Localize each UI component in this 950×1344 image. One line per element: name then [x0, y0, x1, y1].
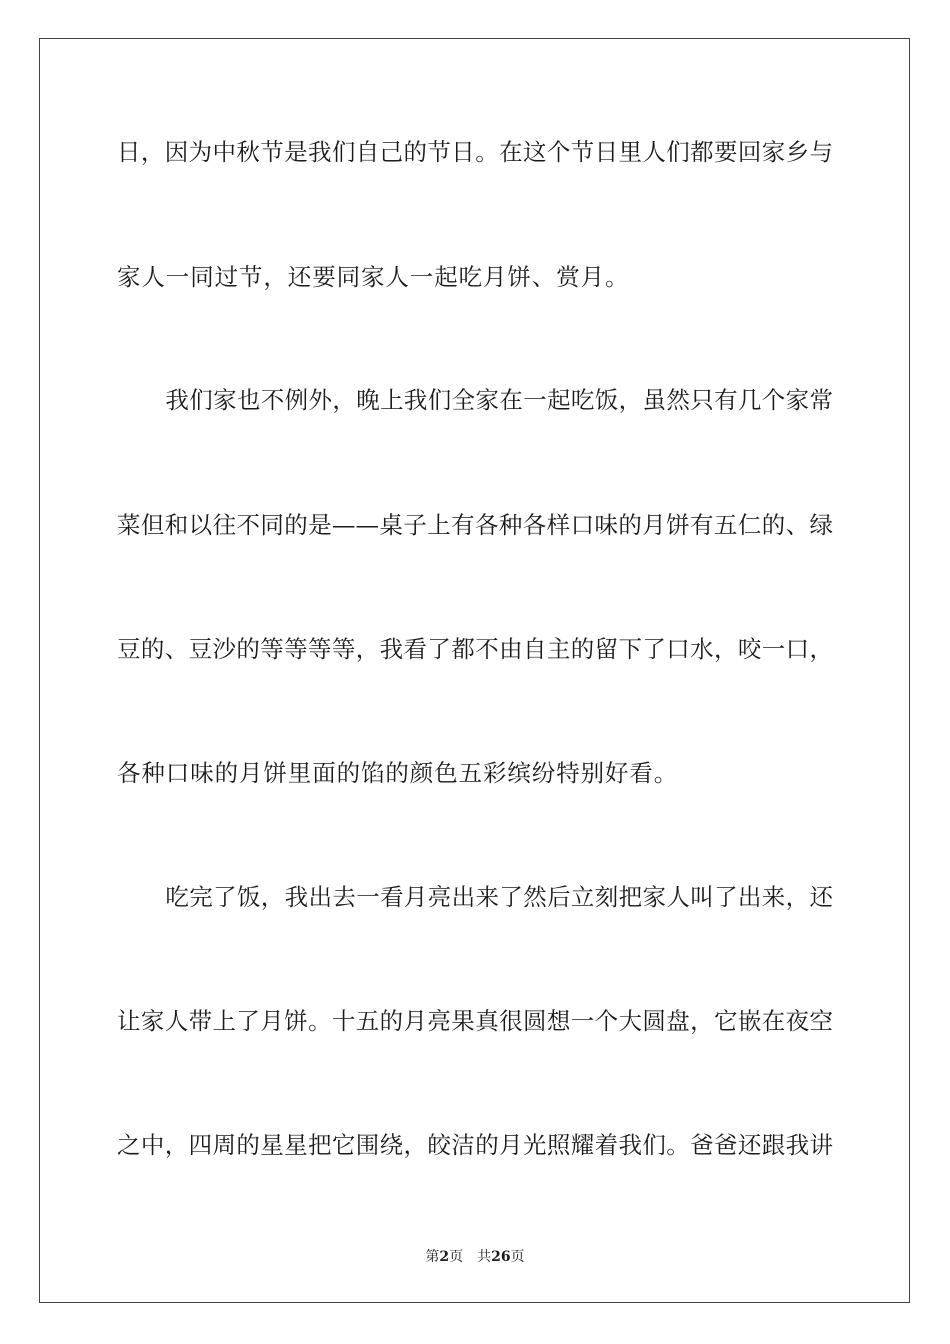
total-prefix: 共 [477, 1249, 492, 1265]
text-line-6: 各种口味的月饼里面的馅的颜色五彩缤纷特别好看。 [117, 759, 679, 787]
total-pages: 26 [491, 1249, 511, 1265]
text-line-7-content: 吃完了饭，我出去一看月亮出来了然后立刻把家人叫了出来，还 [165, 883, 833, 911]
page-suffix: 页 [449, 1249, 464, 1265]
page-prefix: 第 [425, 1249, 440, 1265]
text-line-1: 日，因为中秋节是我们自己的节日。在这个节日里人们都要回家乡与 [117, 138, 833, 166]
text-line-8: 让家人带上了月饼。十五的月亮果真很圆想一个大圆盘，它嵌在夜空 [117, 1007, 833, 1035]
page-border [39, 38, 910, 1303]
text-line-3-content: 我们家也不例外，晚上我们全家在一起吃饭，虽然只有几个家常 [165, 386, 833, 414]
text-line-7 [117, 882, 833, 912]
text-line-5: 豆的、豆沙的等等等等，我看了都不由自主的留下了口水，咬一口， [117, 635, 833, 663]
page-number: 2 [439, 1249, 450, 1265]
page-footer [0, 1248, 950, 1266]
text-line-9: 之中，四周的星星把它围绕，皎洁的月光照耀着我们。爸爸还跟我讲 [117, 1131, 833, 1159]
text-line-2: 家人一同过节，还要同家人一起吃月饼、赏月。 [117, 263, 630, 291]
text-line-3 [117, 385, 833, 415]
total-suffix: 页 [510, 1249, 525, 1265]
text-line-4: 菜但和以往不同的是——桌子上有各种各样口味的月饼有五仁的、绿 [117, 511, 833, 539]
